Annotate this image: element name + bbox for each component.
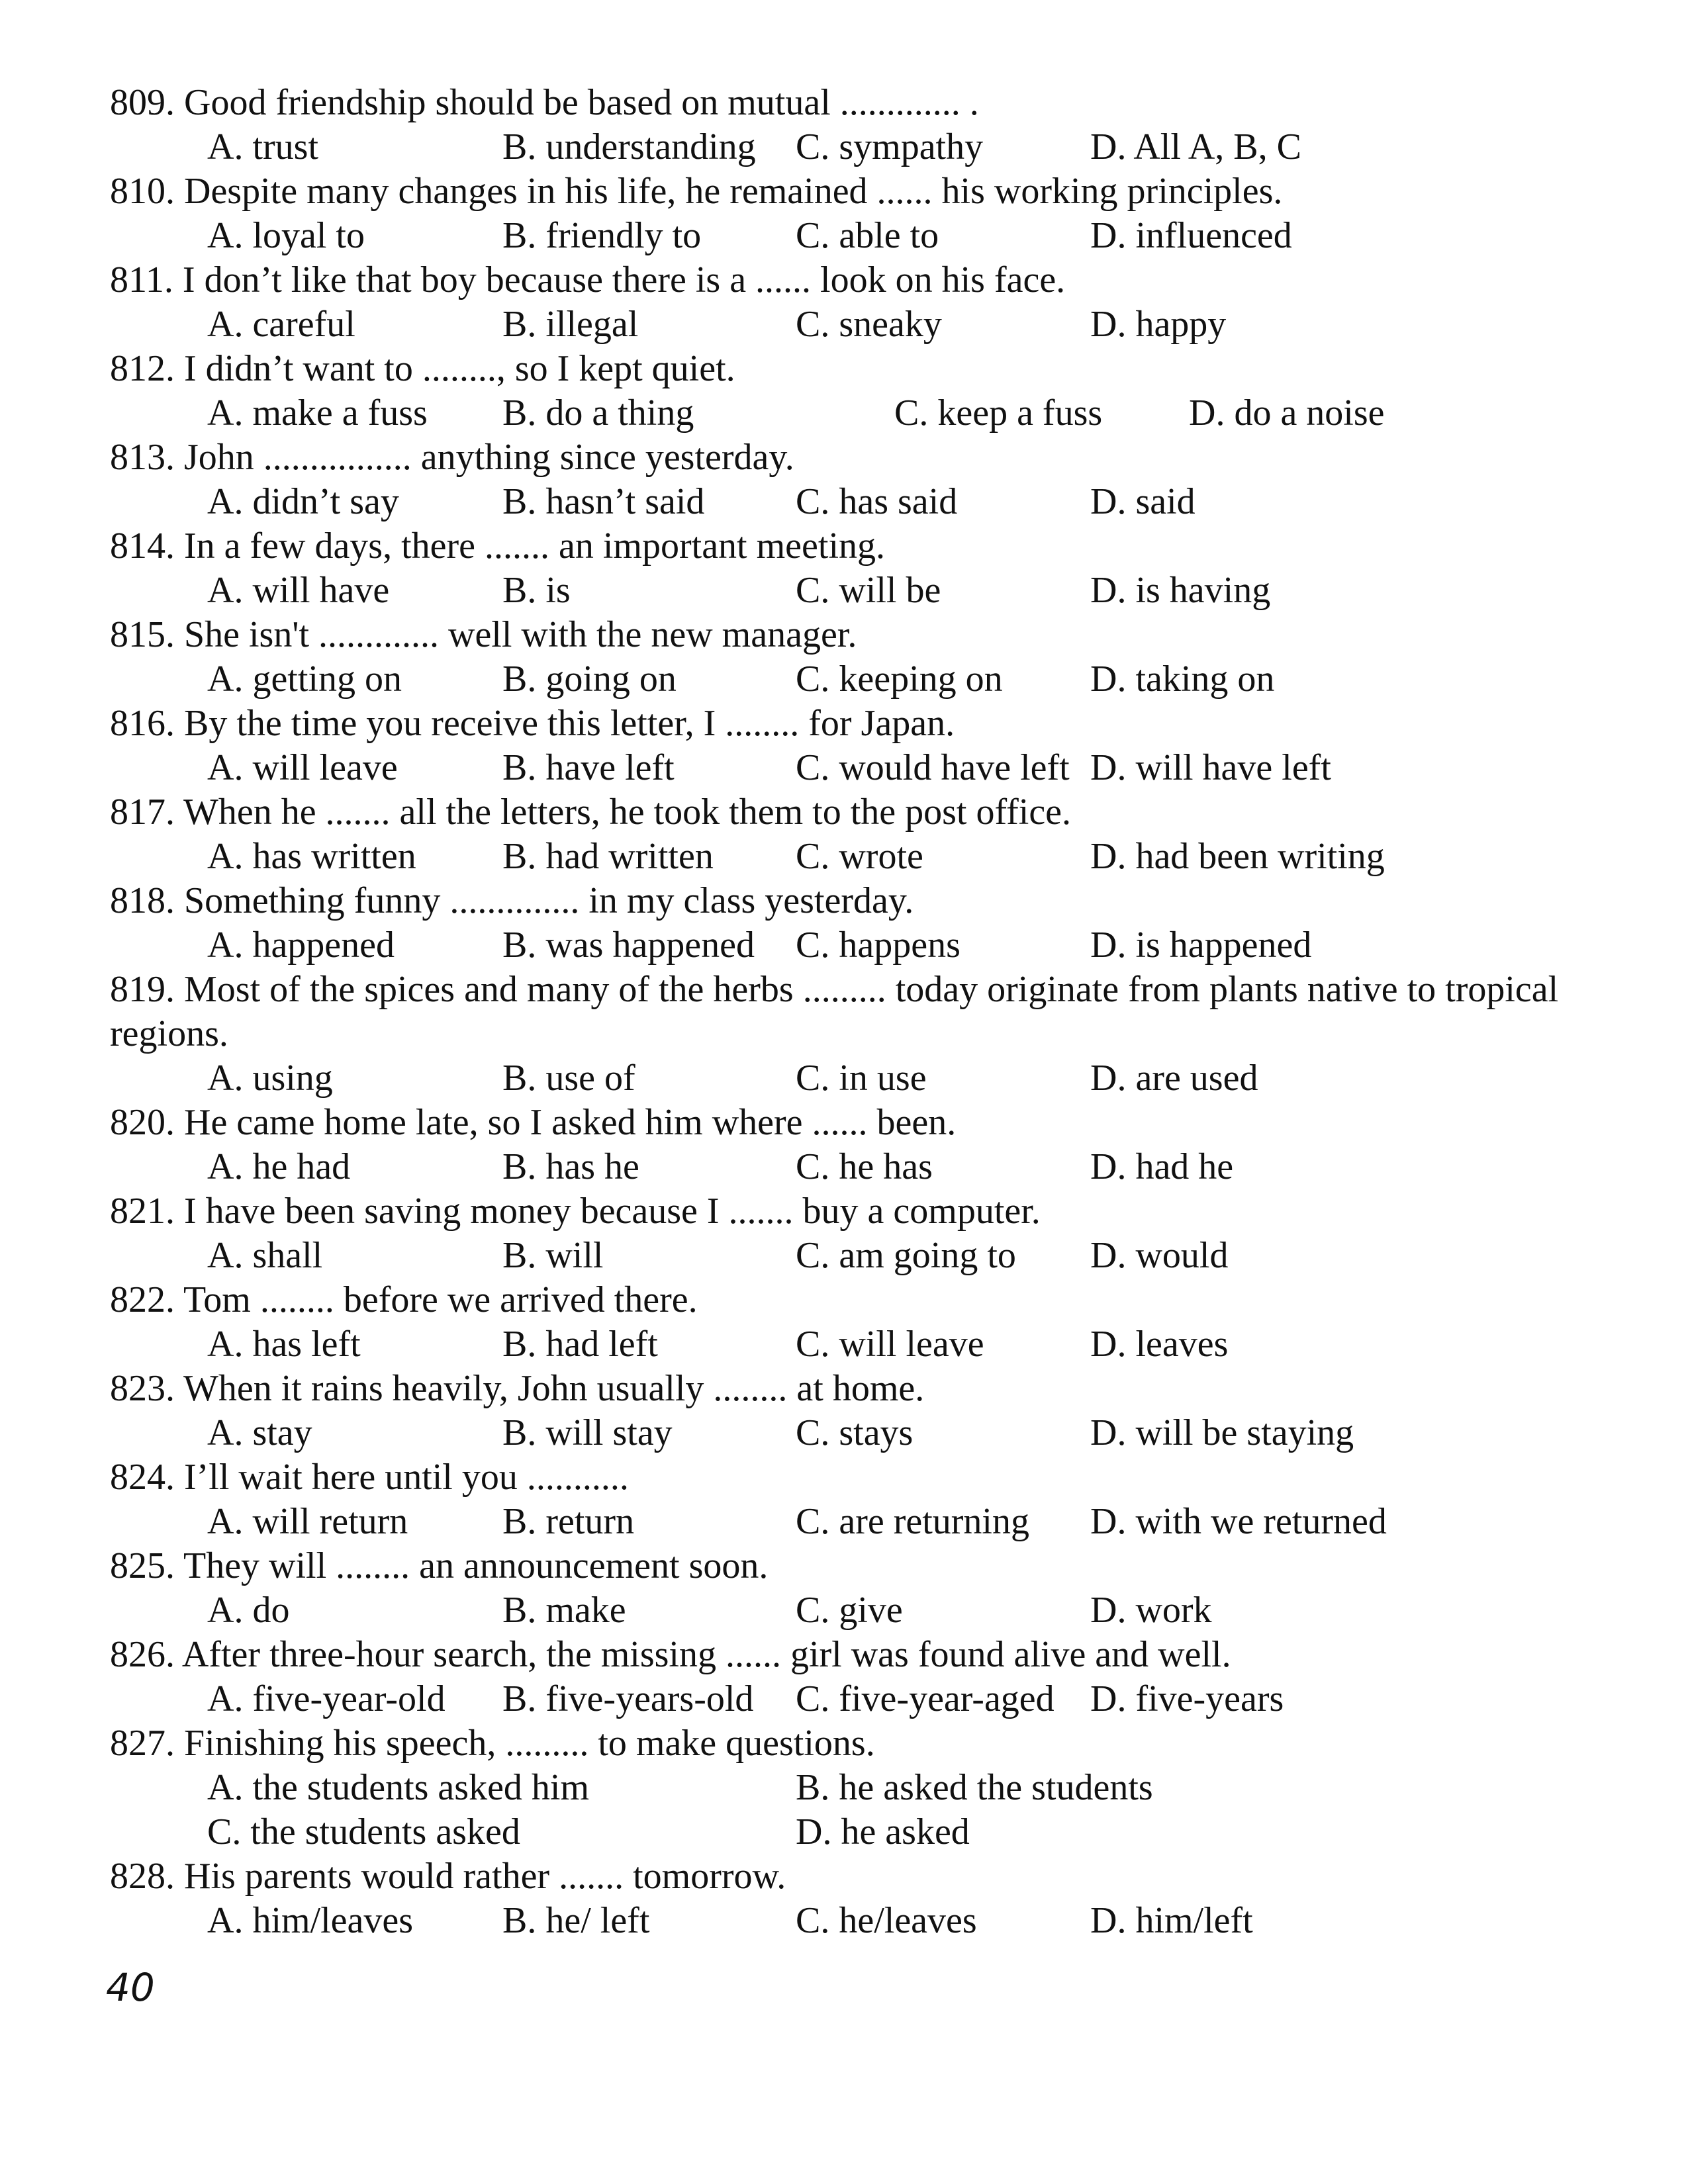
options-row [110, 480, 1593, 524]
answer-option[interactable]: B. make [502, 1590, 626, 1631]
answer-option[interactable]: D. will have left [1090, 747, 1331, 788]
answer-option[interactable]: B. had written [502, 836, 714, 877]
answer-option[interactable]: D. he asked [796, 1811, 970, 1852]
answer-option[interactable]: C. would have left [796, 747, 1070, 788]
question-text: 815. She isn't ............. well with the new manager. [110, 614, 857, 655]
question-item [110, 790, 1593, 879]
answer-option[interactable]: D. are used [1090, 1058, 1258, 1099]
answer-option[interactable]: B. he asked the students [796, 1767, 1153, 1808]
question-item [110, 1854, 1593, 1943]
answer-option[interactable]: A. getting on [207, 659, 402, 700]
answer-option[interactable]: C. are returning [796, 1501, 1029, 1542]
answer-option[interactable]: A. the students asked him [207, 1767, 590, 1808]
answer-option[interactable]: A. has written [207, 836, 416, 877]
answer-option[interactable]: D. will be staying [1090, 1412, 1354, 1453]
question-item [110, 968, 1593, 1101]
answer-option[interactable]: C. sneaky [796, 304, 942, 345]
answer-option[interactable]: C. sympathy [796, 126, 984, 167]
answer-option[interactable]: C. will be [796, 570, 941, 611]
answer-option[interactable]: B. will stay [502, 1412, 673, 1453]
options-row [110, 1322, 1593, 1367]
question-text: 812. I didn’t want to ........, so I kept quiet. [110, 348, 735, 389]
answer-option[interactable]: D. is having [1090, 570, 1271, 611]
answer-option[interactable]: B. friendly to [502, 215, 702, 256]
answer-option[interactable]: B. going on [502, 659, 677, 700]
answer-option[interactable]: C. able to [796, 215, 939, 256]
options-row [110, 1677, 1593, 1721]
question-item [110, 879, 1593, 968]
question-text: 828. His parents would rather ....... tomorrow. [110, 1856, 786, 1897]
answer-option[interactable]: D. had he [1090, 1146, 1234, 1187]
question-text: 809. Good friendship should be based on mutual ............. . [110, 82, 979, 123]
question-item [110, 258, 1593, 347]
page-number: 40 [106, 1965, 155, 2010]
question-text: 817. When he ....... all the letters, he took them to the post office. [110, 792, 1072, 833]
answer-option[interactable]: D. would [1090, 1235, 1229, 1276]
question-text: 827. Finishing his speech, ......... to make questions. [110, 1723, 875, 1764]
answer-option[interactable]: A. shall [207, 1235, 323, 1276]
answer-option[interactable]: B. was happened [502, 925, 755, 966]
question-text: 821. I have been saving money because I ....... buy a computer. [110, 1191, 1041, 1232]
question-text: 816. By the time you receive this letter, I ........ for Japan. [110, 703, 955, 744]
question-item [110, 435, 1593, 524]
options-row [110, 1899, 1593, 1943]
question-item [110, 1189, 1593, 1278]
answer-option[interactable]: D. taking on [1090, 659, 1275, 700]
answer-option[interactable]: C. has said [796, 481, 958, 522]
answer-option[interactable]: A. five-year-old [207, 1678, 445, 1719]
options-row [110, 302, 1593, 347]
answer-option[interactable]: B. he/ left [502, 1900, 650, 1941]
question-item [110, 1278, 1593, 1367]
answer-option[interactable]: B. use of [502, 1058, 635, 1099]
answer-option[interactable]: A. will return [207, 1501, 408, 1542]
answer-option[interactable]: A. stay [207, 1412, 312, 1453]
question-item [110, 1633, 1593, 1721]
answer-option[interactable]: B. hasn’t said [502, 481, 705, 522]
answer-option[interactable]: D. do a noise [1189, 392, 1385, 433]
question-text: 811. I don’t like that boy because there is a ...... look on his face. [110, 259, 1066, 300]
answer-option[interactable]: D. influenced [1090, 215, 1292, 256]
answer-option[interactable]: C. he has [796, 1146, 933, 1187]
answer-option[interactable]: D. five-years [1090, 1678, 1284, 1719]
question-text: 819. Most of the spices and many of the herbs ......... today originate from plants native to tropical regions. [110, 969, 1559, 1054]
question-text: 825. They will ........ an announcement soon. [110, 1545, 769, 1586]
question-text: 820. He came home late, so I asked him where ...... been. [110, 1102, 957, 1143]
answer-option[interactable]: D. had been writing [1090, 836, 1385, 877]
options-row [110, 214, 1593, 258]
question-item [110, 1455, 1593, 1544]
answer-option[interactable]: B. illegal [502, 304, 639, 345]
question-item [110, 1721, 1593, 1854]
answer-option[interactable]: C. wrote [796, 836, 923, 877]
answer-option[interactable]: C. give [796, 1590, 903, 1631]
question-item [110, 1544, 1593, 1633]
answer-option[interactable]: B. has he [502, 1146, 639, 1187]
answer-option[interactable]: D. work [1090, 1590, 1212, 1631]
question-text: 810. Despite many changes in his life, he remained ...... his working principles. [110, 171, 1283, 212]
options-row [110, 923, 1593, 968]
answer-option[interactable]: D. is happened [1090, 925, 1312, 966]
answer-option[interactable]: A. using [207, 1058, 333, 1099]
answer-option[interactable]: D. All A, B, C [1090, 126, 1301, 167]
answer-option[interactable]: A. will have [207, 570, 390, 611]
answer-option[interactable]: A. didn’t say [207, 481, 399, 522]
options-row [110, 1500, 1593, 1544]
answer-option[interactable]: C. am going to [796, 1235, 1016, 1276]
answer-option[interactable]: C. will leave [796, 1324, 984, 1365]
options-row [110, 1056, 1593, 1101]
question-item [110, 81, 1593, 169]
options-row [110, 391, 1593, 435]
answer-option[interactable]: A. him/leaves [207, 1900, 414, 1941]
options-row [110, 125, 1593, 169]
options-row [110, 1234, 1593, 1278]
question-text: 822. Tom ........ before we arrived there. [110, 1279, 698, 1320]
question-text: 824. I’ll wait here until you ........... [110, 1457, 629, 1498]
question-text: 823. When it rains heavily, John usually ........ at home. [110, 1368, 925, 1409]
answer-option[interactable]: A. careful [207, 304, 355, 345]
question-item [110, 347, 1593, 435]
options-row [110, 569, 1593, 613]
answer-option[interactable]: B. will [502, 1235, 604, 1276]
question-item [110, 1101, 1593, 1189]
question-item [110, 1367, 1593, 1455]
answer-option[interactable]: A. has left [207, 1324, 361, 1365]
answer-option[interactable]: B. do a thing [502, 392, 694, 433]
question-text: 814. In a few days, there ....... an important meeting. [110, 525, 885, 567]
answer-option[interactable]: A. happened [207, 925, 395, 966]
answer-option[interactable]: B. had left [502, 1324, 658, 1365]
answer-option[interactable]: B. is [502, 570, 571, 611]
options-row [110, 835, 1593, 879]
options-row [110, 657, 1593, 702]
answer-option[interactable]: C. stays [796, 1412, 914, 1453]
question-item [110, 702, 1593, 790]
question-item [110, 524, 1593, 613]
answer-option[interactable]: C. keep a fuss [894, 392, 1103, 433]
answer-option[interactable]: D. leaves [1090, 1324, 1229, 1365]
question-item [110, 169, 1593, 258]
answer-option[interactable]: B. have left [502, 747, 675, 788]
answer-option[interactable]: C. keeping on [796, 659, 1003, 700]
options-row [110, 1810, 1593, 1854]
answer-option[interactable]: D. happy [1090, 304, 1227, 345]
answer-option[interactable]: A. trust [207, 126, 318, 167]
options-row [110, 1145, 1593, 1189]
question-text: 813. John ................ anything since yesterday. [110, 437, 794, 478]
answer-option[interactable]: C. happens [796, 925, 961, 966]
question-list [110, 81, 1593, 1943]
options-row [110, 1411, 1593, 1455]
answer-option[interactable]: C. he/leaves [796, 1900, 977, 1941]
question-text: 826. After three-hour search, the missing ...... girl was found alive and well. [110, 1634, 1231, 1675]
options-row [110, 1766, 1593, 1810]
answer-option[interactable]: B. five-years-old [502, 1678, 754, 1719]
answer-option[interactable]: A. loyal to [207, 215, 365, 256]
answer-option[interactable]: D. with we returned [1090, 1501, 1387, 1542]
question-item [110, 613, 1593, 702]
answer-option[interactable]: B. return [502, 1501, 635, 1542]
answer-option[interactable]: D. him/left [1090, 1900, 1253, 1941]
answer-option[interactable]: B. understanding [502, 126, 756, 167]
answer-option[interactable]: C. in use [796, 1058, 927, 1099]
answer-option[interactable]: D. said [1090, 481, 1196, 522]
options-row [110, 1588, 1593, 1633]
answer-option[interactable]: A. make a fuss [207, 392, 428, 433]
question-text: 818. Something funny .............. in my class yesterday. [110, 880, 914, 921]
answer-option[interactable]: A. will leave [207, 747, 398, 788]
answer-option[interactable]: A. he had [207, 1146, 351, 1187]
answer-option[interactable]: C. five-year-aged [796, 1678, 1055, 1719]
options-row [110, 746, 1593, 790]
answer-option[interactable]: C. the students asked [207, 1811, 520, 1852]
answer-option[interactable]: A. do [207, 1590, 290, 1631]
